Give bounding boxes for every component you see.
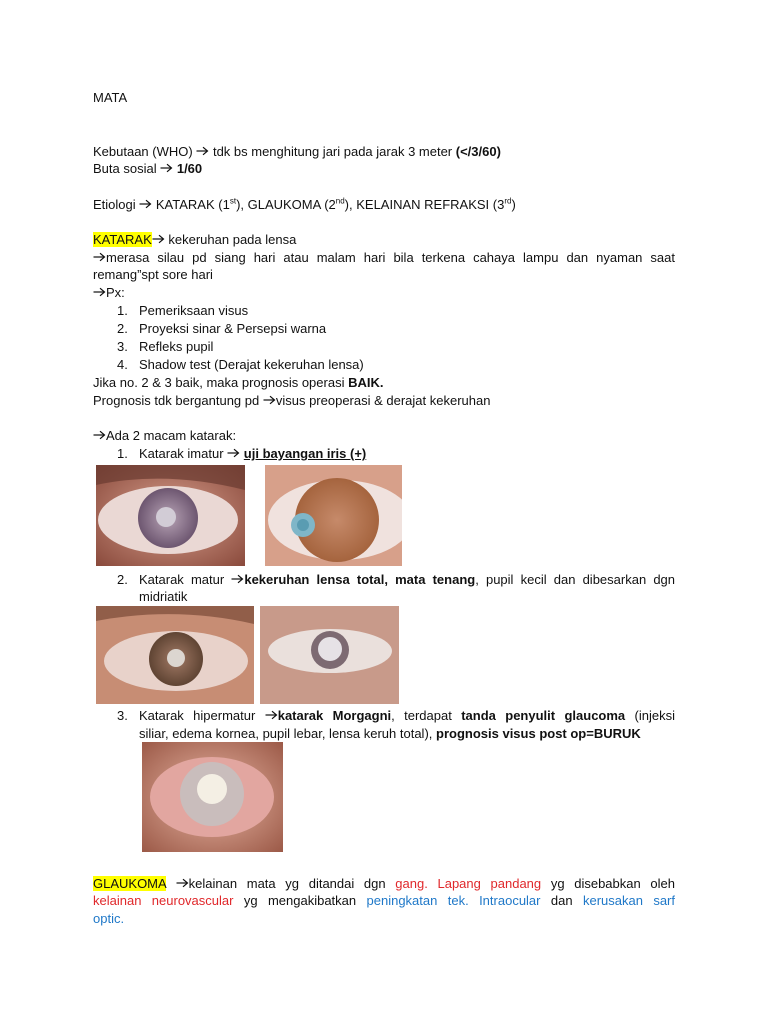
right-arrow-icon — [227, 448, 240, 458]
right-arrow-icon — [231, 574, 244, 584]
glaukoma-blue-text: optic. — [93, 911, 125, 926]
note-text: Jika no. 2 & 3 baik, maka prognosis operasi — [93, 375, 349, 390]
buta-sosial-value: 1/60 — [176, 161, 203, 176]
eye-photo-matur-1 — [96, 606, 254, 704]
glaukoma-line-2 — [93, 892, 675, 909]
right-arrow-icon — [263, 395, 276, 405]
glaukoma-red-text: gang. Lapang pandang — [395, 876, 542, 891]
glaukoma-text: kelainan mata yg ditandai dgn — [188, 876, 396, 891]
note-text: Prognosis tdk bergantung pd — [93, 393, 263, 408]
glaukoma-blue-text: kerusakan sarf — [582, 893, 676, 908]
etiologi-close: ) — [511, 197, 516, 212]
type-3-continuation — [139, 725, 641, 742]
ordinal-sup: rd — [504, 196, 512, 206]
eye-photo-matur-2 — [260, 606, 399, 704]
glaukoma-line-1 — [93, 875, 675, 892]
type-text: , terdapat — [391, 708, 462, 723]
katarak-definition: kekeruhan pada lensa — [168, 232, 297, 247]
katarak-symptom-line-1 — [93, 249, 675, 266]
note-bold: BAIK. — [348, 375, 384, 390]
prognosis-note-1 — [93, 374, 383, 391]
type-text: (injeksi — [625, 708, 676, 723]
right-arrow-icon — [93, 252, 106, 262]
kebutaan-text: tdk bs menghitung jari pada jarak 3 meter — [212, 144, 453, 159]
katarak-symptom-line-2: remang”spt sore hari — [93, 267, 213, 282]
symptom-text: merasa silau pd siang hari atau malam hari bila terkena cahaya lampu dan nyaman saat — [106, 250, 675, 265]
etiologi-refraksi: ), KELAINAN REFRAKSI (3 — [344, 197, 505, 212]
prognosis-note-2 — [93, 392, 490, 409]
types-label: Ada 2 macam katarak: — [106, 428, 237, 443]
glaukoma-text: yg disebabkan oleh — [541, 876, 675, 891]
note-text: visus preoperasi & derajat kekeruhan — [275, 393, 491, 408]
type-2-continuation: midriatik — [139, 589, 188, 604]
type-name: Katarak matur — [139, 572, 225, 587]
right-arrow-icon — [196, 146, 209, 156]
right-arrow-icon — [265, 710, 278, 720]
type-name: Katarak imatur — [139, 446, 224, 461]
px-label-line — [93, 284, 125, 301]
kebutaan-line — [93, 143, 501, 160]
eye-photo-hipermatur — [142, 742, 283, 852]
px-item: Shadow test (Derajat kekeruhan lensa) — [139, 357, 364, 372]
ordinal-sup: st — [229, 196, 237, 206]
type-name: Katarak hipermatur — [139, 708, 256, 723]
px-item: Refleks pupil — [139, 339, 214, 354]
px-item: Pemeriksaan visus — [139, 303, 249, 318]
type-bold: prognosis visus post op=BURUK — [436, 726, 641, 741]
kebutaan-value: (</3/60) — [455, 144, 501, 159]
type-bold: katarak Morgagni — [277, 708, 392, 723]
type-desc: uji bayangan iris (+) — [243, 446, 367, 461]
etiologi-label: Etiologi — [93, 197, 136, 212]
type-bold: tanda penyulit glaucoma — [461, 708, 626, 723]
katarak-heading: KATARAK — [93, 232, 152, 247]
type-text: siliar, edema kornea, pupil lebar, lensa keruh total), — [139, 726, 437, 741]
glaukoma-line-3 — [93, 910, 124, 927]
right-arrow-icon — [93, 430, 106, 440]
eye-photo-imatur-1 — [96, 465, 245, 566]
right-arrow-icon — [176, 878, 189, 888]
px-item: Proyeksi sinar & Persepsi warna — [139, 321, 327, 336]
right-arrow-icon — [93, 287, 106, 297]
glaukoma-heading: GLAUKOMA — [93, 876, 166, 891]
types-label-line — [93, 427, 236, 444]
px-label: Px: — [106, 285, 125, 300]
katarak-definition-line — [93, 231, 296, 248]
type-bold: kekeruhan lensa total, mata tenang — [244, 572, 476, 587]
glaukoma-red-text: kelainan neurovascular — [93, 893, 234, 908]
right-arrow-icon — [160, 163, 173, 173]
buta-sosial-label: Buta sosial — [93, 161, 157, 176]
right-arrow-icon — [152, 234, 165, 244]
glaukoma-text: yg mengakibatkan — [233, 893, 367, 908]
type-text: , pupil kecil dan dibesarkan dgn — [475, 572, 676, 587]
etiologi-line — [93, 196, 516, 213]
etiologi-katarak: KATARAK (1 — [155, 197, 230, 212]
kebutaan-label: Kebutaan (WHO) — [93, 144, 193, 159]
etiologi-glaukoma: ), GLAUKOMA (2 — [236, 197, 336, 212]
glaukoma-blue-text: peningkatan tek. Intraocular — [366, 893, 541, 908]
page-title: MATA — [93, 90, 128, 105]
right-arrow-icon — [139, 199, 152, 209]
eye-photo-imatur-2 — [265, 465, 402, 566]
glaukoma-text: dan — [540, 893, 583, 908]
ordinal-sup: nd — [335, 196, 345, 206]
buta-sosial-line — [93, 160, 202, 177]
